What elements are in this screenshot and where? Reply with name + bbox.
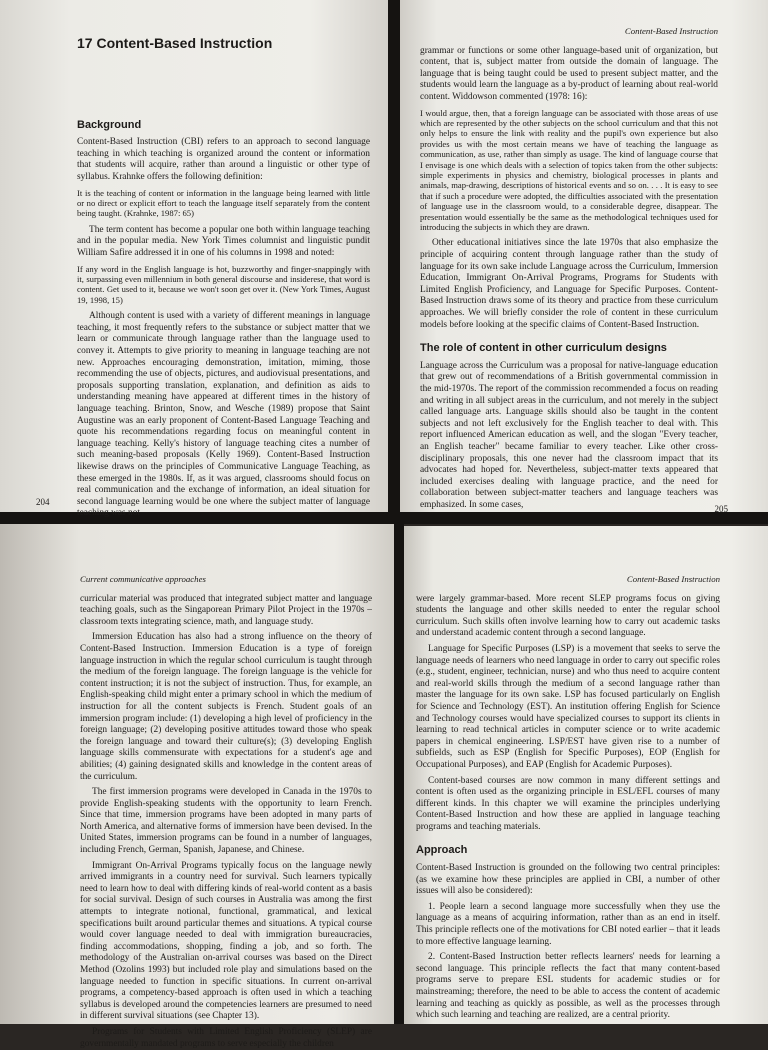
paragraph: 1. People learn a second language more successfully when they use the language as a means of acquiring information, rather than as an end in itself. This principle reflects one of the motivations for CBI noted earlier – that it leads to more effective language learning. bbox=[416, 901, 720, 947]
page-number: 205 bbox=[714, 504, 728, 515]
paragraph: grammar or functions or some other language-based unit of organization, but content, that is, subject matter from outside the domain of language. The language that is being taught could be used to present subject matter, and the students would learn the language as a by-product of learning about real-world content. Widdowson commented (1978: 16): bbox=[420, 45, 718, 102]
section-heading-background: Background bbox=[77, 118, 142, 131]
block-quote: It is the teaching of content or information in the language being learned with little or no direct or explicit effort to teach the language itself separately from the content being taught. (Krahnke, 1987: 65) bbox=[77, 187, 370, 219]
paragraph: The term content has become a popular one both within language teaching and in the popular media. New York Times columnist and linguistic pundit William Safire addressed it in one of his columns in 1998 and noted: bbox=[77, 224, 370, 258]
section-heading-role-of-content: The role of content in other curriculum designs bbox=[420, 342, 667, 355]
running-head: Current communicative approaches bbox=[80, 574, 206, 584]
paragraph: Immigrant On-Arrival Programs typically focus on the language newly arrived immigrants in a country need for survival. Such learners typically need to learn how to deal with differing kinds of real-world content as a basis for social survival. Design of such courses in Australia was among the first attempts to integrate notional, functional, grammatical, and lexical specifications built around particular themes and situations. A typical course would cover language needed to deal with immigration bureaucracies, finding accommodations, shopping, finding a job, and so forth. The methodology of the Australian on-arrival courses was based on the Direct Method (Ozolins 1993) but included role play and simulations based on the language needed to function in specific situations. In current on-arrival programs, a competency-based approach is often used in which a teaching syllabus is developed around the competencies learners are presumed to need in different survival situations (see Chapter 13). bbox=[80, 860, 372, 1022]
paragraph: Content-Based Instruction is grounded on the following two central principles: (as we examine how these principles are applied in CBI, a number of other issues will also be considered): bbox=[416, 863, 720, 897]
gutter-top bbox=[388, 0, 400, 512]
paragraph: curricular material was produced that integrated subject matter and language teaching goals, such as the Singaporean Primary Pilot Project in the 1970s – classroom texts integrating science, math, and language study. bbox=[80, 593, 372, 627]
paragraph: Language across the Curriculum was a proposal for native-language education that grew out of recommendations of a British governmental commission in the mid-1970s. The report of the commission recommended a focus on reading and writing in all subject areas in the curriculum, and not merely in the subject called language arts. Language skills should also be taught in the content subjects and not left exclusively for the English teacher to deal with. This report influenced American education as well, and the slogan "Every teacher, an English teacher" became familiar to every teacher. Like other cross-disciplinary proposals, this one never had the classroom impact that its advocates had hoped for. Nevertheless, subject-matter texts appeared that included exercises dealing with language practice, and the need for collaboration between subject-matter teachers and language teachers was emphasized. In some cases, bbox=[420, 360, 718, 510]
paragraph: Language for Specific Purposes (LSP) is a movement that seeks to serve the language needs of learners who need language in order to carry out specific roles (e.g., student, engineer, technician, nurse) and who thus need to acquire content and real-world skills through the medium of a second language rather than master the language for its own sake. LSP has focused particularly on English for Science and Technology (EST). An institution offering English for Science and Technology courses would have specialized courses to support its clients in learning to read technical articles in computer science or to write academic papers in chemical engineering. LSP/EST have given rise to a number of subfields, such as ESP (English for Specific Purposes), EOP (English for Occupational Purposes), and EAP (English for Academic Purposes). bbox=[416, 643, 720, 770]
page-206 bbox=[0, 524, 394, 1049]
section-heading-approach: Approach bbox=[416, 844, 468, 857]
running-head: Content-Based Instruction bbox=[624, 26, 718, 36]
chapter-title: 17 Content-Based Instruction bbox=[77, 35, 273, 51]
paragraph: The first immersion programs were developed in Canada in the 1970s to provide English-speaking students with the opportunity to learn French. Since that time, immersion programs have been adopted in many parts of North America, and alternative forms of immersion have been devised. In the United States, immersion programs can be found in a number of languages, including French, German, Spanish, Japanese, and Chinese. bbox=[80, 787, 372, 856]
block-quote: If any word in the English language is hot, buzzworthy and finger-snappingly with it, surpassing even millennium in both general discourse and insiderese, that word is content. Get used to it, because we won't soon get over it. (New York Times, August 19, 1998, 15) bbox=[77, 263, 370, 305]
block-quote: I would argue, then, that a foreign language can be associated with those areas of use which are represented by the other subjects on the school curriculum and that this not only helps to ensure the link with reality and the pupil's own experience but also provides us with the most certain means we have of teaching the language as communication, as use, rather than simply as usage. The kind of language course that I envisage is one which deals with a selection of topics taken from the other subjects: simple experiments in physics and chemistry, biological processes in plants and animals, map-drawing, descriptions of historical events and so on. . . . It is easy to see that if such a procedure were adopted, the difficulties associated with the presentation of language use in the classroom would, to a considerable degree, disappear. The presentation would essentially be the same as the methodological techniques used for introducing the subjects in which they are drawn. bbox=[420, 107, 718, 233]
gutter-bottom bbox=[394, 512, 404, 1024]
page-number: 204 bbox=[36, 497, 50, 508]
paragraph: Content-based courses are now common in many different settings and content is often used as the organizing principle in ESL/EFL courses of many different kinds. In this chapter we will examine the principles underlying Content-Based Instruction and how these are applied in language teaching programs and teaching materials. bbox=[416, 775, 720, 832]
page-205 bbox=[400, 0, 768, 515]
paragraph: Although content is used with a variety of different meanings in language teaching, it most frequently refers to the substance or subject matter that we learn or communicate through language rather than the language used to convey it. Attempts to give priority to meaning in language teaching are not new. Approaches encouraging demonstration, imitation, miming, those recommending the use of objects, pictures, and audiovisual presentations, and proposals supporting translation, explanation, and definition as aids to understanding meaning have appeared at different times in the history of language teaching. Brinton, Snow, and Wesche (1989) propose that Saint Augustine was an early proponent of Content-Based Language Teaching and quote his recommendations regarding focus on meaningful content in language teaching. Kelly's history of language teaching cites a number of such meaning-based proposals (Kelly 1969). Content-Based Instruction likewise draws on the principles of Communicative Language Teaching, as these emerged in the 1980s. If, as it was argued, classrooms should focus on real communication and the exchange of information, an ideal situation for second language learning would be one where the subject matter of language teaching was not bbox=[77, 311, 370, 519]
paragraph: Other educational initiatives since the late 1970s that also emphasize the principle of acquiring content through language rather than the study of language for its own sake include Language across the Curriculum, Immersion Education, Immigrant On-Arrival Programs, Programs for Students with Limited English Proficiency, and Language for Specific Purposes. Content-Based Instruction draws some of its theory and practice from these curriculum approaches. We will briefly consider the role of content in these curriculum models before looking at the specific claims of Content-Based Instruction. bbox=[420, 238, 718, 330]
page-207 bbox=[404, 526, 768, 1024]
page-204 bbox=[0, 0, 388, 519]
paragraph: were largely grammar-based. More recent SLEP programs focus on giving students the language and other skills needed to enter the regular school curriculum. Such skills often involve learning how to carry out academic tasks and understand academic content through a second language. bbox=[416, 593, 720, 639]
paragraph: Content-Based Instruction (CBI) refers to an approach to second language teaching in which teaching is organized around the content or information that students will acquire, rather than around a linguistic or other type of syllabus. Krahnke offers the following definition: bbox=[77, 137, 370, 182]
paragraph: Immersion Education has also had a strong influence on the theory of Content-Based Instruction. Immersion Education is a type of foreign language instruction in which the regular school curriculum is taught through the medium of the foreign language. The foreign language is the vehicle for content instruction; it is not the subject of instruction. Thus, for example, an English-speaking child might enter a primary school in which the medium of instruction for all the content subjects is French. Student goals of an immersion program include: (1) developing a high level of proficiency in the foreign language; (2) developing positive attitudes toward those who speak the foreign language and toward their culture(s); (3) developing English language skills commensurate with expectations for a student's age and abilities; (4) gaining designated skills and knowledge in the content areas of the curriculum. bbox=[80, 632, 372, 782]
paragraph: Programs for Students with Limited English Proficiency (SLEP) are governmentally mandated programs to serve especially the children bbox=[80, 1026, 372, 1049]
paragraph: 2. Content-Based Instruction better reflects learners' needs for learning a second language. This principle reflects the fact that many content-based programs serve to prepare ESL students for academic studies or for mainstreaming; therefore, the need to be able to access the content of academic learning and teaching as quickly as possible, as well as the processes through which such learning and teaching are realized, are a central priority. bbox=[416, 952, 720, 1021]
running-head: Content-Based Instruction bbox=[626, 574, 720, 584]
